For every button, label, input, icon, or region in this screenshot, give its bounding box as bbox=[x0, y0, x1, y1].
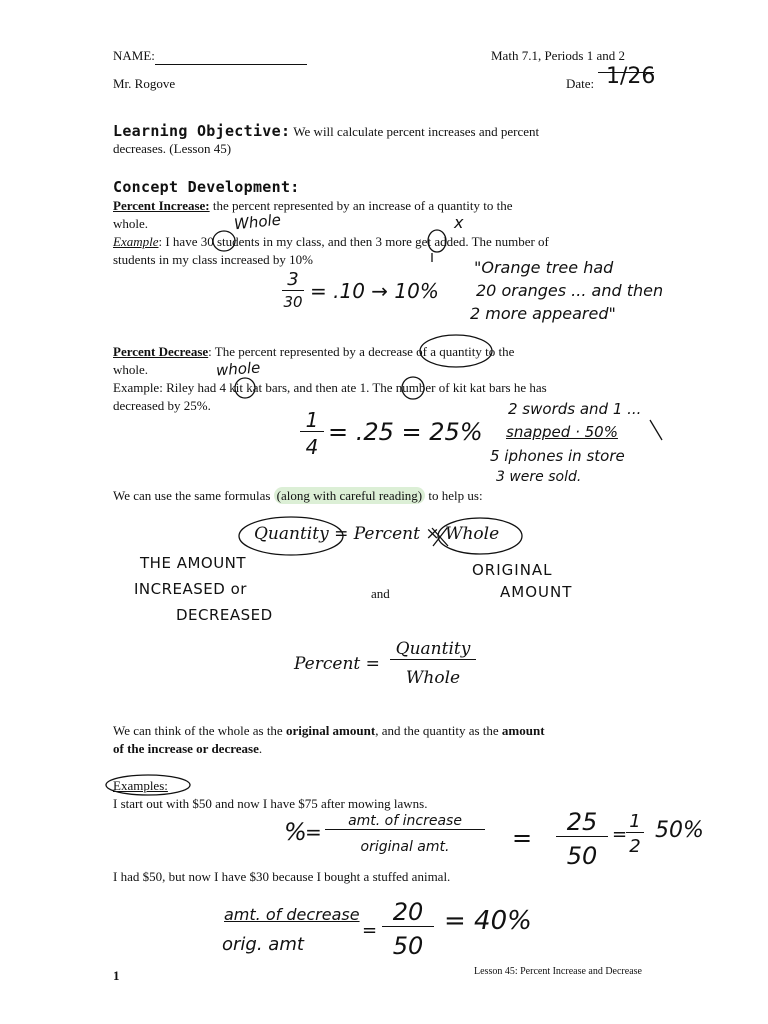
date-label: Date: bbox=[566, 76, 595, 91]
name-label-text: NAME: bbox=[113, 48, 155, 63]
handwritten-orange-3: 2 more appeared" bbox=[470, 304, 616, 323]
handwritten-ratio2-num: 1 bbox=[300, 409, 324, 432]
decrease-example-1: Example: Riley had 4 kit kat bars, and then ate 1. The number of kit kat bars he has bbox=[113, 380, 547, 395]
formula-intro-b: to help us: bbox=[425, 488, 483, 503]
handwritten-50-percent: 50% bbox=[655, 818, 704, 843]
formula-2-denominator: Whole bbox=[405, 668, 461, 688]
circle-3 bbox=[428, 230, 446, 252]
handwritten-orange-1: "Orange tree had bbox=[474, 258, 614, 277]
handwritten-decrease-num: amt. of decrease bbox=[224, 905, 360, 924]
percent-decrease-def-2: whole. bbox=[113, 362, 149, 377]
example-1: I start out with $50 and now I have $75 after mowing lawns. bbox=[113, 796, 428, 811]
handwritten-orange-2: 20 oranges ... and then bbox=[476, 281, 664, 300]
handwritten-50: 50 bbox=[566, 842, 598, 870]
increase-example-2: students in my class increased by 10% bbox=[113, 252, 314, 267]
formula-intro-a: We can use the same formulas bbox=[113, 488, 274, 503]
percent-increase-term: Percent Increase: bbox=[113, 198, 210, 213]
handwritten-amount-2: INCREASED or bbox=[134, 580, 247, 598]
decrease-example-2: decreased by 25%. bbox=[113, 398, 211, 413]
highlighted-phrase: (along with careful reading) bbox=[274, 487, 425, 504]
percent-decrease-term: Percent Decrease bbox=[113, 344, 209, 359]
handwritten-original-2: AMOUNT bbox=[500, 583, 573, 601]
increase-example-1: : I have 30 students in my class, and then 3 more get added. The number of bbox=[158, 234, 549, 249]
handwritten-ratio1-den: 30 bbox=[283, 293, 303, 311]
handwritten-increase-num: amt. of increase bbox=[325, 813, 485, 830]
handwritten-amount-1: THE AMOUNT bbox=[140, 554, 247, 572]
think-c: , and the quantity as the bbox=[375, 723, 502, 738]
circle-1 bbox=[402, 377, 424, 399]
examples-label: Examples: bbox=[113, 778, 168, 793]
handwritten-50b: 50 bbox=[392, 932, 424, 960]
handwritten-amount-3: DECREASED bbox=[176, 606, 273, 624]
handwritten-original-1: ORIGINAL bbox=[472, 561, 553, 579]
circle-examples bbox=[106, 775, 190, 795]
handwritten-ratio1-rest: = .10 → 10% bbox=[310, 279, 439, 303]
handwritten-equals-3: = bbox=[612, 824, 628, 845]
circle-30 bbox=[213, 231, 235, 251]
concept-heading: Concept Development: bbox=[113, 178, 300, 196]
handwritten-ratio2-rest: = .25 = 25% bbox=[328, 418, 483, 446]
objective-text-1: We will calculate percent increases and percent bbox=[290, 124, 540, 139]
percent-decrease-def-1: : The percent represented by a decrease of a quantity to the bbox=[208, 344, 515, 359]
handwritten-percent-sign: % bbox=[284, 818, 307, 846]
check-mark bbox=[650, 420, 662, 440]
circle-quantity bbox=[239, 517, 343, 555]
course-label: Math 7.1, Periods 1 and 2 bbox=[491, 48, 625, 63]
handwritten-half-num: 1 bbox=[626, 812, 644, 833]
handwritten-ratio1-num: 3 bbox=[282, 270, 304, 291]
handwritten-20: 20 bbox=[382, 898, 434, 927]
handwritten-whole-1: Whole bbox=[233, 210, 282, 234]
example-2: I had $50, but now I have $30 because I bought a stuffed animal. bbox=[113, 869, 451, 884]
think-e: of the increase or decrease bbox=[113, 741, 259, 756]
handwritten-increase-den: original amt. bbox=[360, 839, 450, 855]
example-label: Example bbox=[113, 234, 159, 249]
circle-decrease bbox=[420, 335, 492, 367]
handwritten-x-mark: x bbox=[454, 213, 464, 232]
handwritten-whole-2: whole bbox=[215, 358, 261, 380]
objective-text-2: decreases. (Lesson 45) bbox=[113, 141, 232, 156]
circle-4 bbox=[235, 378, 255, 398]
handwritten-equals-1: = bbox=[305, 820, 322, 844]
handwritten-phones-2: 3 were sold. bbox=[496, 469, 582, 485]
circle-whole bbox=[438, 518, 522, 554]
formula-2-lhs: Percent = bbox=[294, 654, 380, 674]
percent-increase-def-2: whole. bbox=[113, 216, 149, 231]
handwritten-swords-1: 2 swords and 1 ... bbox=[508, 400, 642, 418]
formula-2-numerator: Quantity bbox=[390, 639, 476, 660]
handwritten-equals-2: = bbox=[512, 824, 533, 852]
handwritten-40-percent: = 40% bbox=[444, 906, 532, 936]
handwritten-decrease-den: orig. amt bbox=[222, 934, 304, 955]
footer-lesson-title: Lesson 45: Percent Increase and Decrease bbox=[474, 966, 642, 977]
handwritten-phones-1: 5 iphones in store bbox=[490, 447, 625, 465]
formula-1: Quantity = Percent × Whole bbox=[254, 524, 500, 544]
think-b: original amount bbox=[285, 723, 376, 738]
teacher-name: Mr. Rogove bbox=[113, 76, 176, 91]
page-number: 1 bbox=[113, 968, 120, 983]
think-a: We can think of the whole as the bbox=[113, 723, 286, 738]
handwritten-25: 25 bbox=[556, 808, 608, 837]
percent-increase-def-1: the percent represented by an increase of a quantity to the bbox=[209, 198, 513, 213]
objective-heading: Learning Objective: bbox=[113, 122, 291, 140]
handwritten-ratio2-den: 4 bbox=[305, 435, 319, 459]
think-f: . bbox=[258, 741, 263, 756]
date-handwritten: 1/26 bbox=[606, 64, 656, 89]
handwritten-swords-2: snapped · 50% bbox=[506, 423, 618, 441]
handwritten-half-den: 2 bbox=[629, 836, 641, 857]
think-d: amount bbox=[501, 723, 545, 738]
handwritten-equals-4: = bbox=[362, 920, 378, 941]
and-label: and bbox=[371, 586, 390, 601]
